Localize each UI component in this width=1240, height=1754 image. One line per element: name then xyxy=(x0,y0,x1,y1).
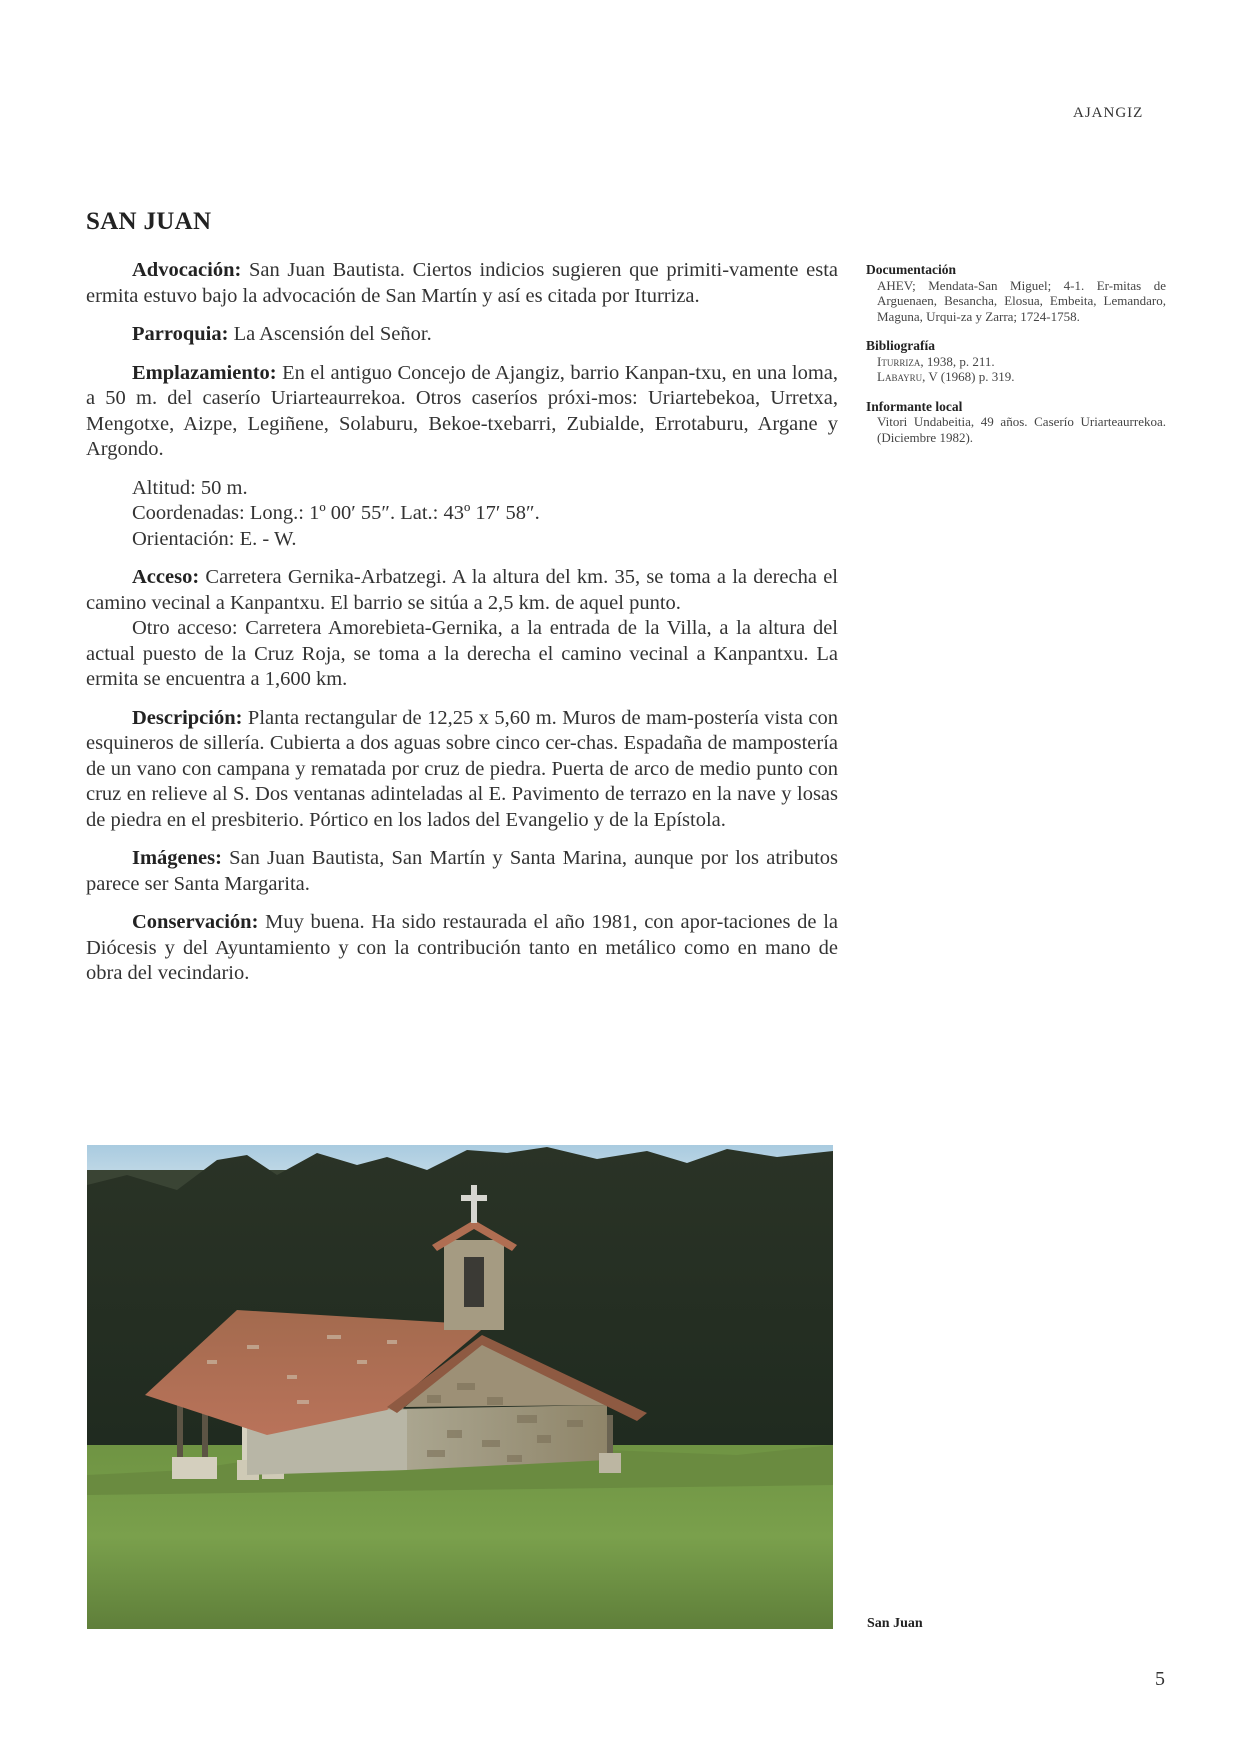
label: Imágenes: xyxy=(132,847,222,869)
sidebar-documentacion xyxy=(866,262,1166,324)
reference: , 1938, p. 211. xyxy=(920,353,995,369)
reference: , V (1968) p. 319. xyxy=(922,369,1015,384)
author: Iturriza xyxy=(877,353,921,369)
page-number: 5 xyxy=(1155,1668,1165,1690)
belfry-opening xyxy=(464,1257,484,1307)
text: En el antiguo Concejo de Ajangiz, barrio Kanpan-txu, en una loma, a 50 m. del caserío Uriarteaurrekoa. Otros caseríos próxi-mos: Uriartebekoa, Urretxa, Mengotxe, Aizpe, Legiñene, Solaburu, Bekoe-txebarri, Zubialde, Errotaburu, Argane y Argondo. xyxy=(86,361,838,460)
text: Muy buena. Ha sido restaurada el año 1981, con apor-taciones de la Diócesis y del Ayuntamiento y con la contribución tanto en metálico como en mano de obra del vecindario. xyxy=(86,911,838,984)
author: Labayru xyxy=(877,369,923,384)
sidebar-text: Vitori Undabeitia, 49 años. Caserío Uriarteaurrekoa. (Diciembre 1982). xyxy=(877,414,1166,445)
text: Carretera Gernika-Arbatzegi. A la altura del km. 35, se toma a la derecha el camino vecinal a Kanpantxu. El barrio se sitúa a 2,5 km. de aquel punto. xyxy=(86,566,838,614)
sidebar-heading: Bibliografía xyxy=(866,338,936,353)
bibliography-entry xyxy=(866,354,1166,370)
label: Advocación: xyxy=(132,259,242,281)
text: San Juan Bautista, San Martín y Santa Marina, aunque por los atributos parece ser Santa Margarita. xyxy=(86,847,838,895)
label: Acceso: xyxy=(132,566,200,588)
label: Parroquia: xyxy=(132,323,229,345)
page-title: SAN JUAN xyxy=(86,208,212,235)
text: San Juan Bautista. Ciertos indicios sugieren que primiti-vamente esta ermita estuvo bajo la advocación de San Martín y así es citada por Iturriza. xyxy=(86,259,838,307)
sidebar-notes xyxy=(866,262,1166,459)
orientacion: Orientación: E. - W. xyxy=(132,527,297,550)
section-acceso xyxy=(86,565,838,616)
section-advocacion xyxy=(86,258,838,309)
photo-caption: San Juan xyxy=(867,1616,923,1631)
portico-base xyxy=(172,1457,217,1479)
running-head: AJANGIZ xyxy=(1073,105,1144,121)
section-emplazamiento xyxy=(86,361,838,463)
bibliography-entry xyxy=(866,369,1166,385)
section-parroquia xyxy=(86,322,838,348)
sidebar-bibliografia xyxy=(866,338,1166,385)
altitud: Altitud: 50 m. xyxy=(132,476,248,499)
sidebar-text: AHEV; Mendata-San Miguel; 4-1. Er-mitas de Arguenaen, Besancha, Elosua, Embeita, Lemandaro, Maguna, Urqui-za y Zarra; 1724-1758. xyxy=(877,277,1166,324)
label: Emplazamiento: xyxy=(132,361,277,384)
sidebar-heading: Informante local xyxy=(866,398,963,414)
main-text xyxy=(86,258,838,1000)
chapel-photo xyxy=(87,1145,833,1629)
section-descripcion xyxy=(86,706,838,834)
section-conservacion xyxy=(86,910,838,987)
location-details xyxy=(86,476,838,553)
sidebar-informante xyxy=(866,399,1166,446)
text: La Ascensión del Señor. xyxy=(228,323,432,345)
text: Planta rectangular de 12,25 x 5,60 m. Muros de mam-postería vista con esquineros de sillería. Cubierta a dos aguas sobre cinco cer-chas. Espadaña de mampostería de un vano con campana y rematada por cruz de piedra. Puerta de arco de medio punto con cruz en relieve al S. Dos ventanas adinteladas al E. Pavimento de terrazo en la nave y losas de piedra en el presbiterio. Pórtico en los lados del Evangelio y de la Epístola. xyxy=(86,706,838,831)
porch-right-base xyxy=(599,1453,621,1473)
label: Conservación: xyxy=(132,911,259,933)
chapel-photo-illustration xyxy=(87,1145,833,1629)
sidebar-heading: Documentación xyxy=(866,262,956,277)
section-otro-acceso: Otro acceso: Carretera Amorebieta-Gernika, a la entrada de la Villa, a la altura del actual puesto de la Cruz Roja, se toma a la derecha el camino vecinal a Kanpantxu. La ermita se encuentra a 1,600 km. xyxy=(86,617,838,690)
coordenadas: Coordenadas: Long.: 1º 00′ 55″. Lat.: 43º 17′ 58″. xyxy=(132,502,540,524)
label: Descripción: xyxy=(132,706,243,729)
section-imagenes xyxy=(86,846,838,897)
